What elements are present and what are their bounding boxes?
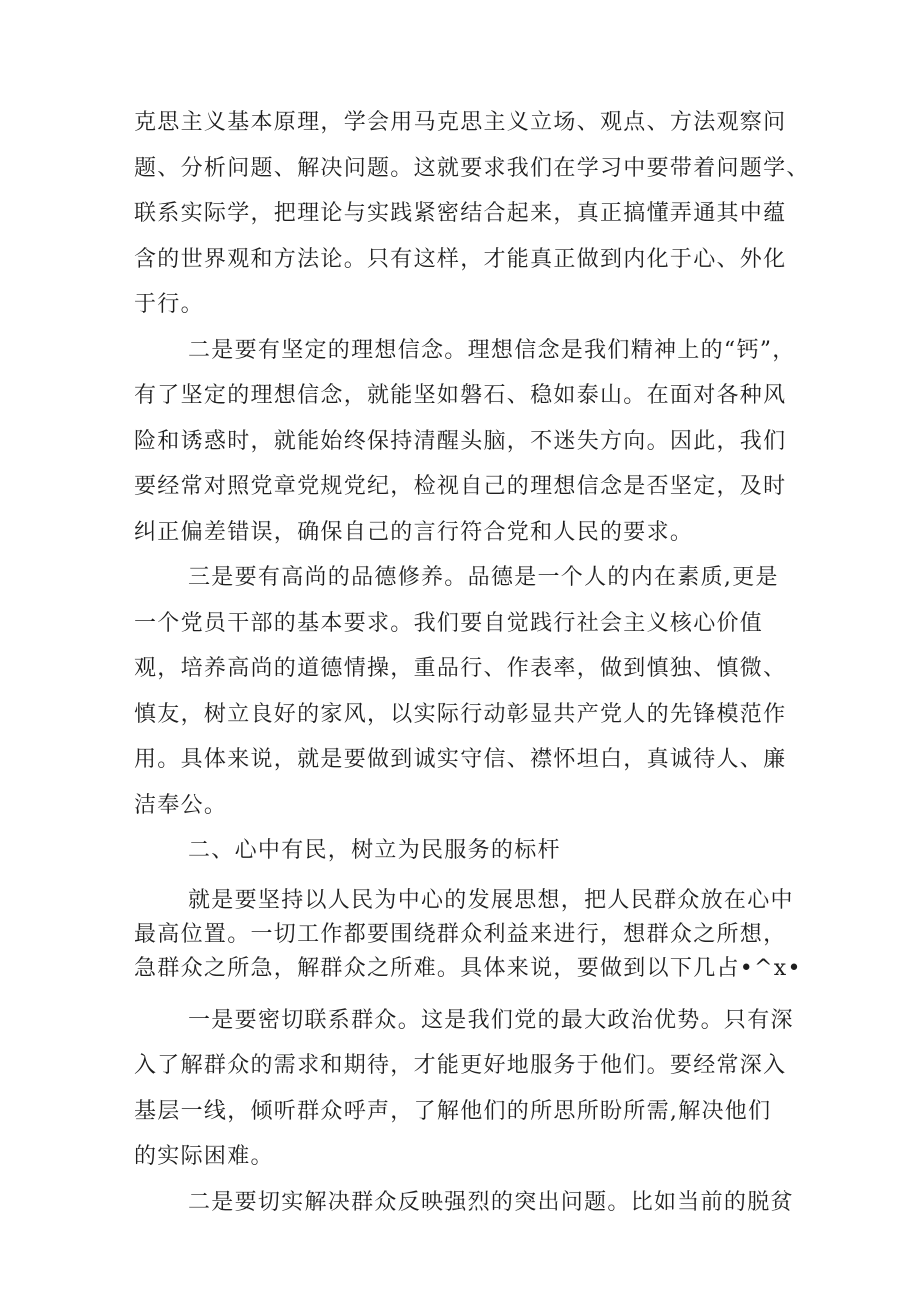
body-line: 最高位置。一切工作都要围绕群众利益来进行，想群众之所想，	[134, 921, 787, 947]
body-line: 联系实际学，把理论与实践紧密结合起来，真正搞懂弄通其中蕴	[134, 201, 787, 226]
paragraph-first-line: 一是要密切联系群众。这是我们党的最大政治优势。只有深	[188, 1007, 794, 1033]
body-line: 观，培养高尚的道德情操，重品行、作表率，做到慎独、慎微、	[134, 656, 787, 681]
body-line: 入了解群众的需求和期待，才能更好地服务于他们。要经常深入	[134, 1053, 787, 1078]
body-line: 险和诱惑时，就能始终保持清醒头脑，不迷失方向。因此，我们	[134, 428, 787, 454]
body-line: 克思主义基本原理，学会用马克思主义立场、观点、方法观察问	[134, 110, 787, 135]
body-line: 急群众之所急，解群众之所难。具体来说，要做到以下几占•^x•	[134, 955, 802, 981]
body-line: 用。具体来说，就是要做到诚实守信、襟怀坦白，真诚待人、廉	[134, 747, 787, 772]
body-line: 有了坚定的理想信念，就能坚如磐石、稳如泰山。在面对各种风	[134, 383, 787, 408]
document-body	[134, 100, 814, 1225]
body-line: 慎友，树立良好的家风，以实际行动彰显共产党人的先锋模范作	[134, 701, 787, 727]
body-line: 的实际困难。	[134, 1144, 274, 1169]
body-line: 含的世界观和方法论。只有这样，才能真正做到内化于心、外化	[134, 246, 787, 272]
body-line: 基层一线，倾听群众呼声，了解他们的所思所盼所需,解决他们	[134, 1098, 772, 1124]
body-line: 题、分析问题、解决问题。这就要求我们在学习中要带着问题学、	[134, 155, 810, 181]
body-line: 纠正偏差错误，确保自己的言行符合党和人民的要求。	[134, 519, 694, 545]
section-heading: 二、心中有民，树立为民服务的标杆	[188, 838, 561, 863]
body-line: 一个党员干部的基本要求。我们要自觉践行社会主义核心价值	[134, 610, 764, 636]
body-line: 要经常对照党章党规党纪，检视自己的理想信念是否坚定，及时	[134, 474, 787, 499]
paragraph-first-line: 二是要有坚定的理想信念。理想信念是我们精神上的“钙”，	[188, 337, 796, 363]
paragraph-first-line: 二是要切实解决群众反映强烈的突出问题。比如当前的脱贫	[188, 1189, 794, 1215]
body-line: 于行。	[134, 292, 204, 317]
paragraph-first-line: 三是要有高尚的品德修养。品德是一个人的内在素质,更是	[188, 565, 779, 590]
paragraph-first-line: 就是要坚持以人民为中心的发展思想，把人民群众放在心中	[188, 887, 794, 913]
body-line: 洁奉公。	[134, 792, 228, 818]
